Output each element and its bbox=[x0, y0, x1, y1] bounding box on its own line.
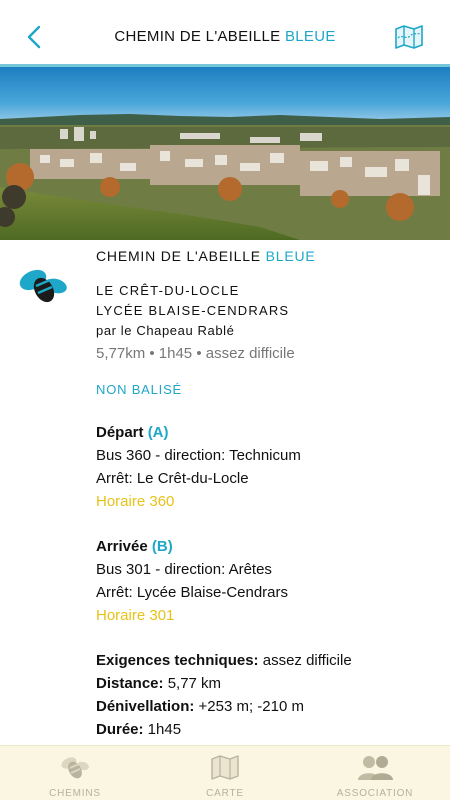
route-to: LYCÉE BLAISE-CENDRARS bbox=[96, 303, 290, 318]
people-icon bbox=[355, 754, 395, 782]
tech-distance bbox=[96, 672, 436, 695]
page-title bbox=[0, 28, 450, 45]
tab-chemins-label: CHEMINS bbox=[49, 788, 101, 799]
tech-duration-value: 1h45 bbox=[143, 721, 182, 738]
arrival-heading bbox=[96, 535, 436, 558]
tech-requirements bbox=[96, 649, 436, 672]
bottom-tab-bar bbox=[0, 745, 450, 800]
tab-association[interactable] bbox=[300, 746, 450, 800]
arrival-letter: (B) bbox=[151, 538, 173, 555]
path-title bbox=[96, 248, 436, 264]
tab-association-label: ASSOCIATION bbox=[336, 788, 414, 799]
tech-requirements-value: assez difficile bbox=[258, 652, 352, 669]
route-endpoints bbox=[96, 281, 436, 321]
departure-bus: Bus 360 - direction: Technicum bbox=[96, 447, 301, 464]
tech-requirements-label: Exigences techniques: bbox=[96, 652, 259, 669]
marking-status: NON BALISÉ bbox=[96, 382, 183, 397]
map-icon bbox=[210, 754, 240, 780]
tech-distance-label: Distance: bbox=[96, 675, 164, 692]
tech-elevation bbox=[96, 695, 436, 718]
arrival-bus: Bus 301 - direction: Arêtes bbox=[96, 561, 272, 578]
bee-logo-icon bbox=[18, 264, 68, 308]
departure-heading bbox=[96, 421, 436, 444]
route-via: par le Chapeau Rablé bbox=[96, 323, 235, 338]
map-icon[interactable] bbox=[394, 25, 424, 49]
departure-label: Départ bbox=[96, 424, 144, 441]
arrival-stop: Arrêt: Lycée Blaise-Cendrars bbox=[96, 584, 289, 601]
tab-chemins[interactable] bbox=[0, 746, 150, 800]
departure-stop: Arrêt: Le Crêt-du-Locle bbox=[96, 470, 249, 487]
page-title-main: CHEMIN DE L'ABEILLE bbox=[114, 28, 281, 45]
route-stats: 5,77km • 1h45 • assez difficile bbox=[96, 345, 295, 362]
tab-carte[interactable] bbox=[150, 746, 300, 800]
tech-duration bbox=[96, 718, 436, 741]
hero-photo bbox=[0, 67, 450, 240]
path-title-accent: BLEUE bbox=[265, 248, 316, 264]
page-title-accent: BLEUE bbox=[284, 28, 336, 45]
tech-elevation-label: Dénivellation: bbox=[96, 698, 195, 715]
tab-carte-label: CARTE bbox=[206, 788, 244, 799]
tech-elevation-value: +253 m; -210 m bbox=[194, 698, 304, 715]
arrival-schedule-link[interactable]: Horaire 301 bbox=[96, 607, 175, 624]
departure-section bbox=[96, 421, 436, 513]
departure-letter: (A) bbox=[147, 424, 169, 441]
arrival-section bbox=[96, 535, 436, 627]
departure-schedule-link[interactable]: Horaire 360 bbox=[96, 493, 175, 510]
path-detail bbox=[96, 248, 436, 764]
app-header bbox=[0, 0, 450, 67]
tech-distance-value: 5,77 km bbox=[163, 675, 222, 692]
tech-duration-label: Durée: bbox=[96, 721, 144, 738]
route-from: LE CRÊT-DU-LOCLE bbox=[96, 283, 240, 298]
arrival-label: Arrivée bbox=[96, 538, 148, 555]
path-title-main: CHEMIN DE L'ABEILLE bbox=[96, 248, 261, 264]
bee-icon bbox=[60, 754, 90, 782]
